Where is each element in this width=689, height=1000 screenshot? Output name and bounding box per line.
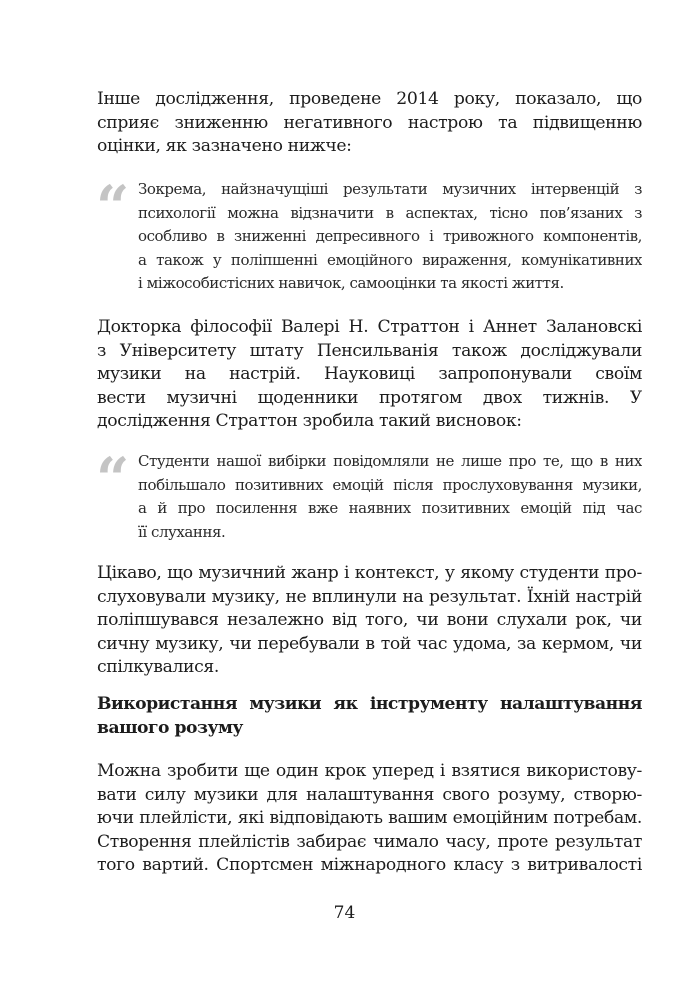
text-line: слуховували музику, не вплинули на результат. Їхній настрій [97,586,642,607]
text-line: музики на настрій. Науковиці запропонували своїм [97,364,642,385]
text-line: того вартий. Спортсмен міжнародного класу з витривалості [97,855,642,876]
text-line: а й про посилення вже наявних позитивних емоцій під час [138,499,642,517]
text-line: ючи плейлісти, які відповідають вашим емоційним потребам. [97,808,642,829]
text-line: з Університету штату Пенсильванія також досліджували [97,340,642,361]
text-line: а також у поліпшенні емоційного вираження, комунікативних [138,250,642,269]
text-line: сичну музику, чи перебували в той час удома, за кермом, чи [97,633,642,654]
blockquote-2 [138,450,642,544]
text-line: вести музичні щоденники протягом двох тижнів. У [97,387,642,408]
text-line: спілкувалися. [97,657,220,678]
heading-line: Використання музики як інструменту налаштування [97,694,642,714]
blockquote-1 [138,178,642,296]
text-line: її слухання. [138,522,226,541]
paragraph-4 [97,760,642,878]
text-line: психології можна відзначити в аспектах, тісно пов’язаних з [138,203,642,222]
paragraph-3 [97,562,642,680]
quote-mark-icon: “ [96,445,130,513]
text-line: оцінки, як зазначено нижче: [97,136,352,157]
quote-mark-icon: “ [96,173,130,241]
text-line: Зокрема, найзначущіші результати музичних інтервенцій з [138,180,642,198]
section-heading [97,693,642,740]
text-line: вати силу музики для налаштування свого розуму, створю- [97,784,642,805]
paragraph-1 [97,88,642,159]
text-line: Можна зробити ще один крок уперед і взятися використову- [97,761,642,781]
text-line: Цікаво, що музичний жанр і контекст, у якому студенти про- [97,563,642,583]
text-line: сприяє зниженню негативного настрою та підвищенню [97,112,642,133]
text-line: дослідження Страттон зробила такий висновок: [97,411,522,432]
paragraph-2 [97,316,642,434]
heading-line: вашого розуму [97,717,243,738]
text-line: побільшало позитивних емоцій після прослуховування музики, [138,475,642,494]
text-line: Інше дослідження, проведене 2014 року, показало, що [97,89,642,109]
text-line: поліпшувався незалежно від того, чи вони слухали рок, чи [97,610,642,631]
text-line: і міжособистісних навичок, самооцінки та якості життя. [138,274,564,292]
text-line: Створення плейлістів забирає чимало часу, проте результат [97,831,642,852]
text-line: особливо в зниженні депресивного і тривожного компонентів, [138,227,642,245]
text-line: Докторка філософії Валері Н. Страттон і Аннет Залановскі [97,317,642,337]
page-number: 74 [333,903,356,923]
text-line: Студенти нашої вибірки повідомляли не лише про те, що в них [138,452,642,470]
